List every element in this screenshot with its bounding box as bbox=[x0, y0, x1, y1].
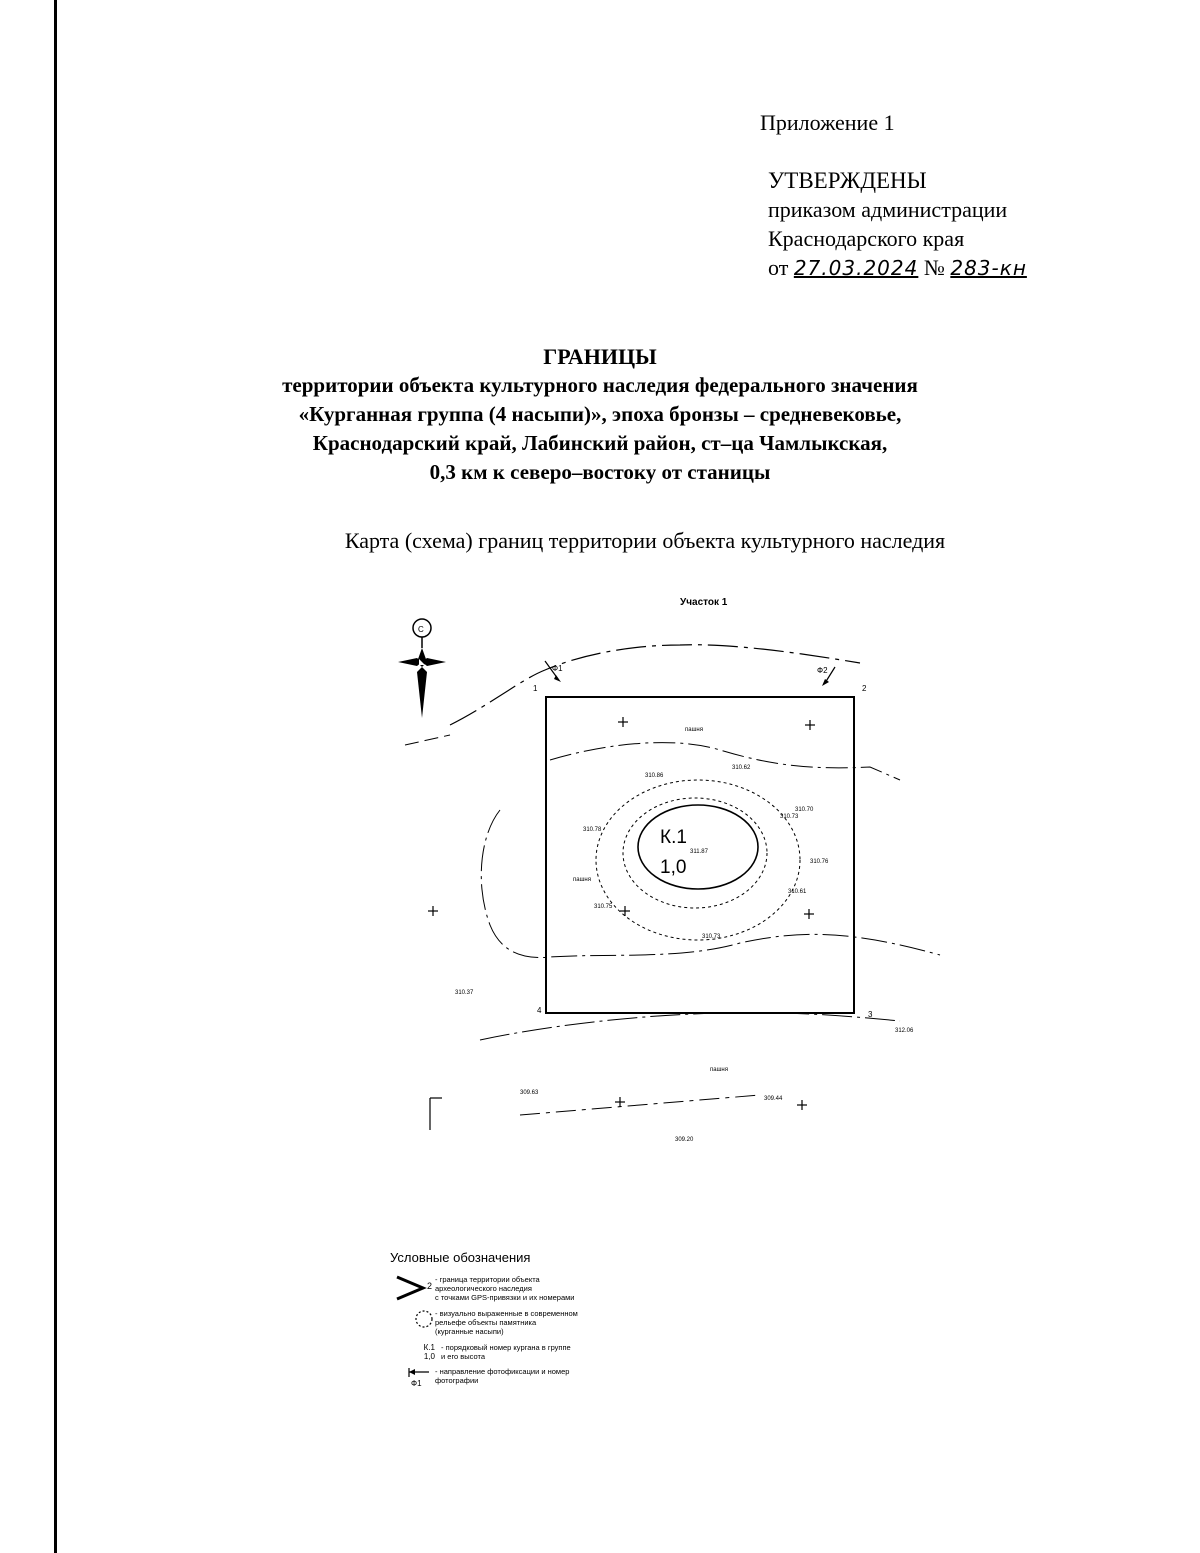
mound-symbol-icon bbox=[395, 1309, 435, 1335]
title-line-2: «Курганная группа (4 насыпи)», эпоха бронзы – средневековье, bbox=[298, 402, 902, 426]
date-prefix: от bbox=[768, 255, 789, 280]
legend-item-boundary bbox=[395, 1275, 655, 1303]
photo-point-f2: Ф2 bbox=[817, 666, 828, 675]
order-number: 283-кн bbox=[950, 256, 1027, 280]
elevation-5: 311.87 bbox=[690, 849, 708, 855]
document-title bbox=[0, 342, 1200, 487]
number-prefix: № bbox=[923, 255, 945, 280]
approved-heading: УТВЕРЖДЕНЫ bbox=[768, 168, 927, 193]
approval-line-1: приказом администрации bbox=[768, 197, 1008, 222]
approval-date-line bbox=[768, 253, 1027, 283]
page-margin-line bbox=[54, 0, 57, 1553]
elevation-1: 310.62 bbox=[732, 765, 751, 771]
legend-symbol-0: 2 bbox=[427, 1281, 433, 1291]
territory-boundary bbox=[546, 697, 854, 1013]
elevation-9: 310.73 bbox=[702, 934, 721, 940]
land-label-3: пашня bbox=[710, 1067, 728, 1073]
scale-mark-icon bbox=[430, 1098, 442, 1130]
title-line-1: территории объекта культурного наследия федерального значения bbox=[282, 373, 918, 397]
elevation-13: 309.44 bbox=[764, 1096, 783, 1102]
title-line-3: Краснодарский край, Лабинский район, ст–ца Чамлыкская, bbox=[312, 431, 888, 455]
corner-point-1: 1 bbox=[533, 684, 538, 693]
legend-text-1: - визуально выраженные в современном рельефе объекты памятника (курганные насыпи) bbox=[435, 1309, 578, 1336]
elevation-2: 310.70 bbox=[795, 807, 814, 813]
approval-block bbox=[768, 166, 1027, 283]
land-label-2: пашня bbox=[573, 877, 591, 883]
grid-crosses bbox=[428, 717, 815, 1110]
elevation-7: 310.61 bbox=[788, 889, 807, 895]
photo-arrow-icon bbox=[395, 1367, 435, 1391]
map-legend bbox=[395, 1275, 655, 1399]
order-date: 27.03.2024 bbox=[793, 256, 919, 280]
mound-contour-inner bbox=[638, 805, 758, 889]
legend-symbol-2: К.1 1,0 bbox=[423, 1343, 435, 1361]
elevation-10: 310.37 bbox=[455, 990, 474, 996]
elevation-3: 310.73 bbox=[780, 814, 799, 820]
photo-direction-f2 bbox=[817, 666, 835, 686]
legend-title: Условные обозначения bbox=[390, 1250, 531, 1265]
elevation-6: 310.76 bbox=[810, 859, 829, 865]
land-label-1: пашня bbox=[685, 727, 703, 733]
legend-item-mound bbox=[395, 1309, 655, 1337]
elevation-8: 310.75 bbox=[594, 904, 613, 910]
approval-line-2: Краснодарского края bbox=[768, 226, 965, 251]
section-label: Участок 1 bbox=[680, 597, 728, 608]
north-arrow-icon bbox=[398, 619, 446, 718]
legend-item-photo bbox=[395, 1367, 655, 1393]
elevation-4: 310.78 bbox=[583, 827, 602, 833]
elevation-12: 309.63 bbox=[520, 1090, 539, 1096]
elevation-14: 309.20 bbox=[675, 1137, 694, 1143]
title-line-4: 0,3 км к северо–востоку от станицы bbox=[429, 460, 771, 484]
map-caption: Карта (схема) границ территории объекта культурного наследия bbox=[344, 528, 946, 553]
legend-text-3: - направление фотофиксации и номер фотографии bbox=[435, 1367, 570, 1385]
legend-symbol-3: Ф1 bbox=[411, 1379, 422, 1388]
corner-point-2: 2 bbox=[862, 684, 867, 693]
north-label: С bbox=[418, 625, 424, 634]
corner-point-3: 3 bbox=[868, 1010, 873, 1019]
corner-point-4: 4 bbox=[537, 1006, 542, 1015]
title-main: ГРАНИЦЫ bbox=[543, 344, 657, 369]
legend-item-mound-number bbox=[395, 1343, 655, 1361]
mound-contour-outer bbox=[596, 780, 800, 940]
site-map bbox=[380, 585, 950, 1145]
mound-id: К.1 bbox=[660, 827, 687, 848]
appendix-label: Приложение 1 bbox=[760, 110, 895, 135]
elevation-0: 310.86 bbox=[645, 773, 664, 779]
legend-text-2: - порядковый номер кургана в группе и его высота bbox=[441, 1343, 571, 1361]
elevation-marks bbox=[455, 765, 914, 1143]
elevation-11: 312.06 bbox=[895, 1028, 914, 1034]
legend-text-0: - граница территории объекта археологического наследия с точками GPS-привязки и их номерами bbox=[435, 1275, 575, 1302]
photo-point-f1: Ф1 bbox=[552, 664, 563, 673]
mound-height: 1,0 bbox=[660, 857, 687, 878]
photo-direction-f1 bbox=[545, 661, 563, 682]
boundary-symbol-icon bbox=[395, 1275, 435, 1301]
